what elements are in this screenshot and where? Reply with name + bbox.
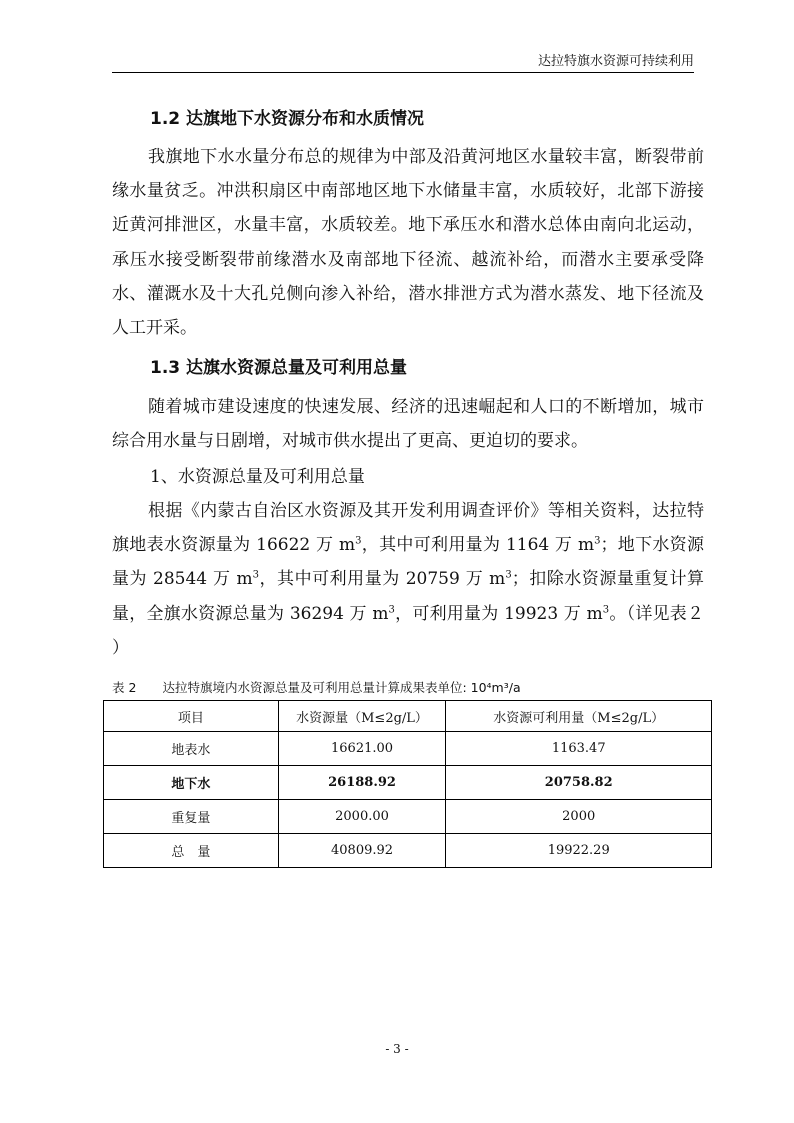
header-usable-amount: 水资源可利用量（M≤2g/L） (446, 701, 712, 732)
row-label: 地下水 (104, 766, 279, 800)
row-label: 总 量 (104, 834, 279, 868)
header-item: 项目 (104, 701, 279, 732)
table-row (104, 732, 712, 766)
header-resource-amount: 水资源量（M≤2g/L） (278, 701, 446, 732)
row-label: 重复量 (104, 800, 279, 834)
table-label: 表 2 (112, 680, 137, 695)
table-row (104, 800, 712, 834)
resource-amount: 26188.92 (278, 766, 446, 800)
water-resources-table (103, 700, 712, 868)
table-header-row (104, 701, 712, 732)
usable-amount: 20758.82 (446, 766, 712, 800)
paragraph-resource-figures: 根据《内蒙古自治区水资源及其开发利用调查评价》等相关资料，达拉特旗地表水资源量为 16622 万 $m^3$，其中可利用量为 1164 万 $m^3$；地下水资源量为 28544 万 $m^3$，其中可利用量为 20759 万 $m^3$；扣除水资源量重复计算量，全旗水资源总量为 36294 万 $m^3$，可利用量为 19923 万 $m^3$。（详见表２ ） (112, 501, 704, 658)
subheading-total-resources: 1、水资源总量及可利用总量 (150, 467, 365, 487)
table-title: 达拉特旗境内水资源总量及可利用总量计算成果表单位: 10⁴m³/a (162, 680, 521, 695)
usable-amount: 19922.29 (446, 834, 712, 868)
paragraph-groundwater-distribution: 我旗地下水水量分布总的规律为中部及沿黄河地区水量较丰富，断裂带前缘水量贫乏。冲洪积扇区中南部地区地下水储量丰富，水质较好，北部下游接近黄河排泄区，水量丰富，水质较差。地下承压水和潜水总体由南向北运动，承压水接受断裂带前缘潜水及南部地下径流、越流补给，而潜水主要承受降水、灌溉水及十大孔兑侧向渗入补给，潜水排泄方式为潜水蒸发、地下径流及人工开采。 (112, 147, 704, 339)
section-heading-1-3: 1.3 达旗水资源总量及可利用总量 (150, 358, 408, 378)
usable-amount: 2000 (446, 800, 712, 834)
section-heading-1-2: 1.2 达旗地下水资源分布和水质情况 (150, 109, 425, 129)
resource-amount: 2000.00 (278, 800, 446, 834)
header-text: 达拉特旗水资源可持续利用 (537, 54, 694, 69)
resource-amount: 40809.92 (278, 834, 446, 868)
row-label: 地表水 (104, 732, 279, 766)
running-header (112, 52, 694, 73)
page-number: - 3 - (385, 1042, 409, 1056)
usable-amount: 1163.47 (446, 732, 712, 766)
table-row (104, 766, 712, 800)
table-row (104, 834, 712, 868)
resource-amount: 16621.00 (278, 732, 446, 766)
table-caption (112, 678, 521, 696)
paragraph-urban-demand: 随着城市建设速度的快速发展、经济的迅速崛起和人口的不断增加，城市综合用水量与日剧增，对城市供水提出了更高、更迫切的要求。 (112, 397, 704, 452)
